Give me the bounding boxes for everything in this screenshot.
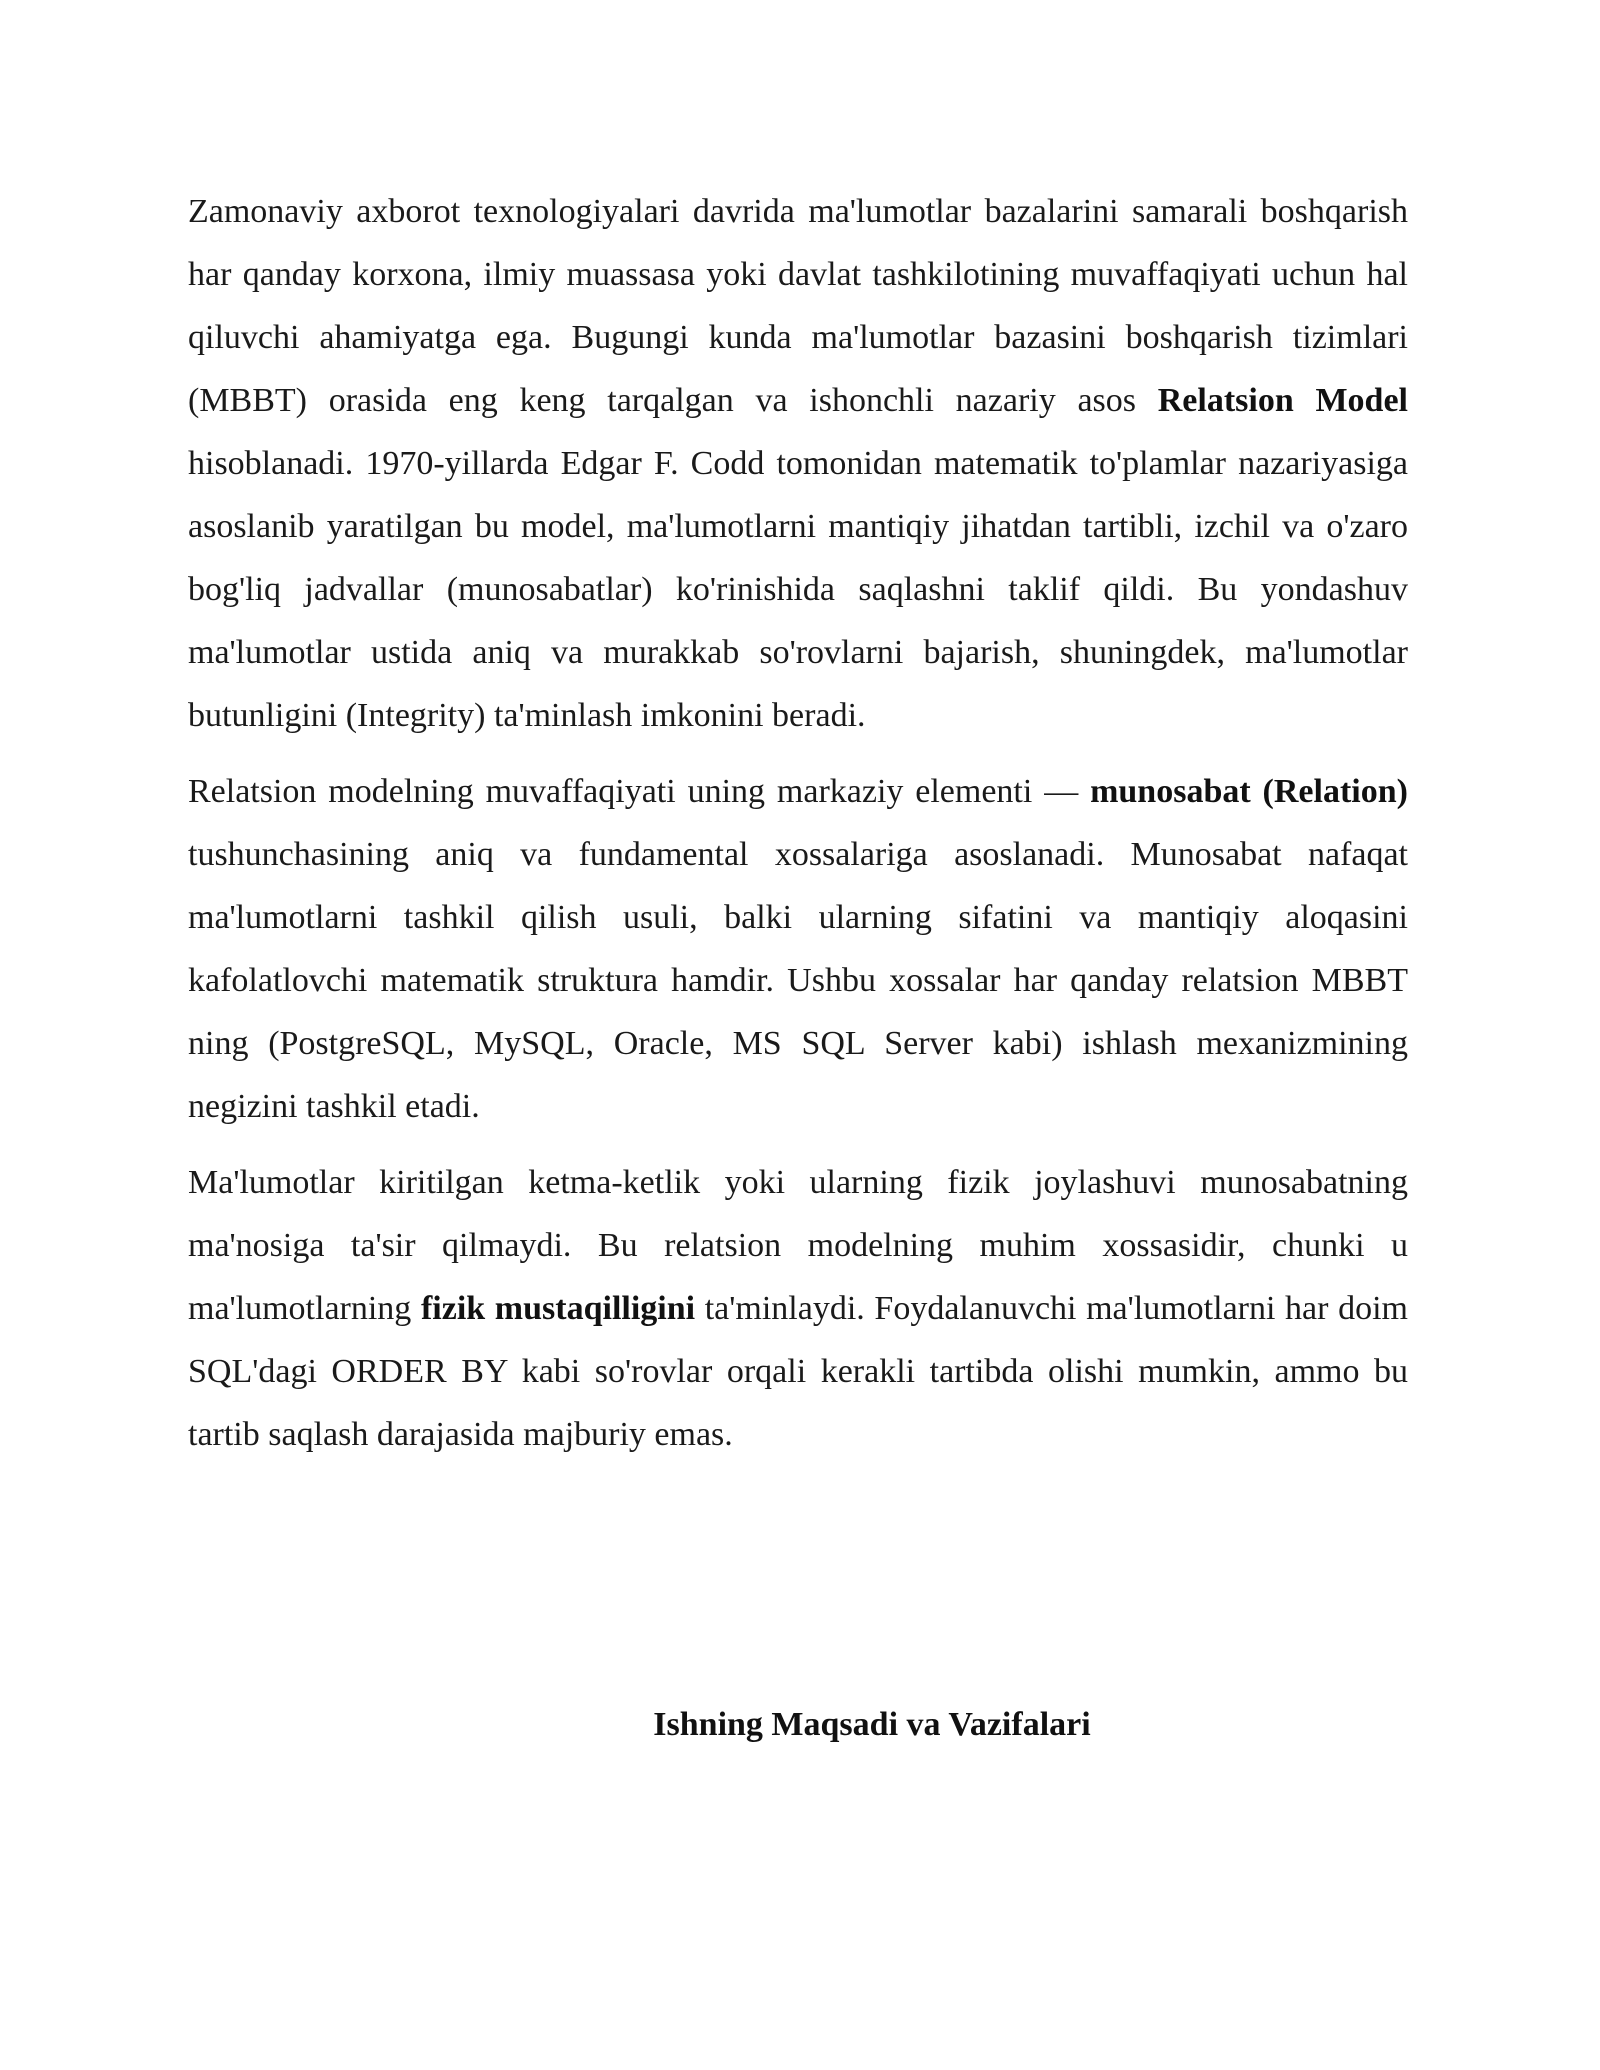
paragraph-relation (188, 760, 1408, 1138)
document-body (188, 180, 1408, 1479)
text-run: ta'minlaydi. Foydalanuvchi ma'lumotlarni har doim SQL'dagi ORDER BY kabi so'rovlar orqali kerakli tartibda olishi mumkin, ammo bu tartib saqlash darajasida majburiy emas. (188, 1290, 1409, 1453)
text-run: Relatsion modelning muvaffaqiyati uning markaziy elementi — (188, 773, 1091, 810)
paragraph-intro (188, 180, 1408, 747)
paragraph-physical-independence (188, 1151, 1408, 1466)
text-run: tushunchasining aniq va fundamental xossalariga asoslanadi. Munosabat nafaqat ma'lumotlarni tashkil qilish usuli, balki ularning sifatini va mantiqiy aloqasini kafolatlovchi matematik struktura hamdir. Ushbu xossalar har qanday relatsion MBBT ning (PostgreSQL, MySQL, Oracle, MS SQL Server kabi) ishlash mexanizmining negizini tashkil etadi. (188, 836, 1408, 1125)
text-run: hisoblanadi. 1970-yillarda Edgar F. Codd tomonidan matematik to'plamlar nazariyasiga asoslanib yaratilgan bu model, ma'lumotlarni mantiqiy jihatdan tartibli, izchil va o'zaro bog'liq jadvallar (munosabatlar) ko'rinishida saqlashni taklif qildi. Bu yondashuv ma'lumotlar ustida aniq va murakkab so'rovlarni bajarish, shuningdek, ma'lumotlar butunligini (Integrity) ta'minlash imkonini beradi. (188, 445, 1408, 734)
bold-term-munosabat: munosabat (Relation) (1090, 773, 1408, 810)
bold-term-fizik-mustaqilligini: fizik mustaqilligini (420, 1290, 696, 1327)
bold-term-relatsion-model: Relatsion Model (1157, 382, 1408, 419)
text-run: Ma'lumotlar kiritilgan ketma-ketlik yoki ularning fizik joylashuvi munosabatning ma'nosiga ta'sir qilmaydi. Bu relatsion modelning muhim xossasidir, chunki u ma'lumotlarning (188, 1164, 1408, 1327)
section-heading (0, 1700, 1600, 1750)
text-run: Zamonaviy axborot texnologiyalari davrida ma'lumotlar bazalarini samarali boshqarish har qanday korxona, ilmiy muassasa yoki davlat tashkilotining muvaffaqiyati uchun hal qiluvchi ahamiyatga ega. Bugungi kunda ma'lumotlar bazasini boshqarish tizimlari (MBBT) orasida eng keng tarqalgan va ishonchli nazariy asos (188, 193, 1408, 419)
section-heading-text: Ishning Maqsadi va Vazifalari (653, 1706, 1091, 1743)
